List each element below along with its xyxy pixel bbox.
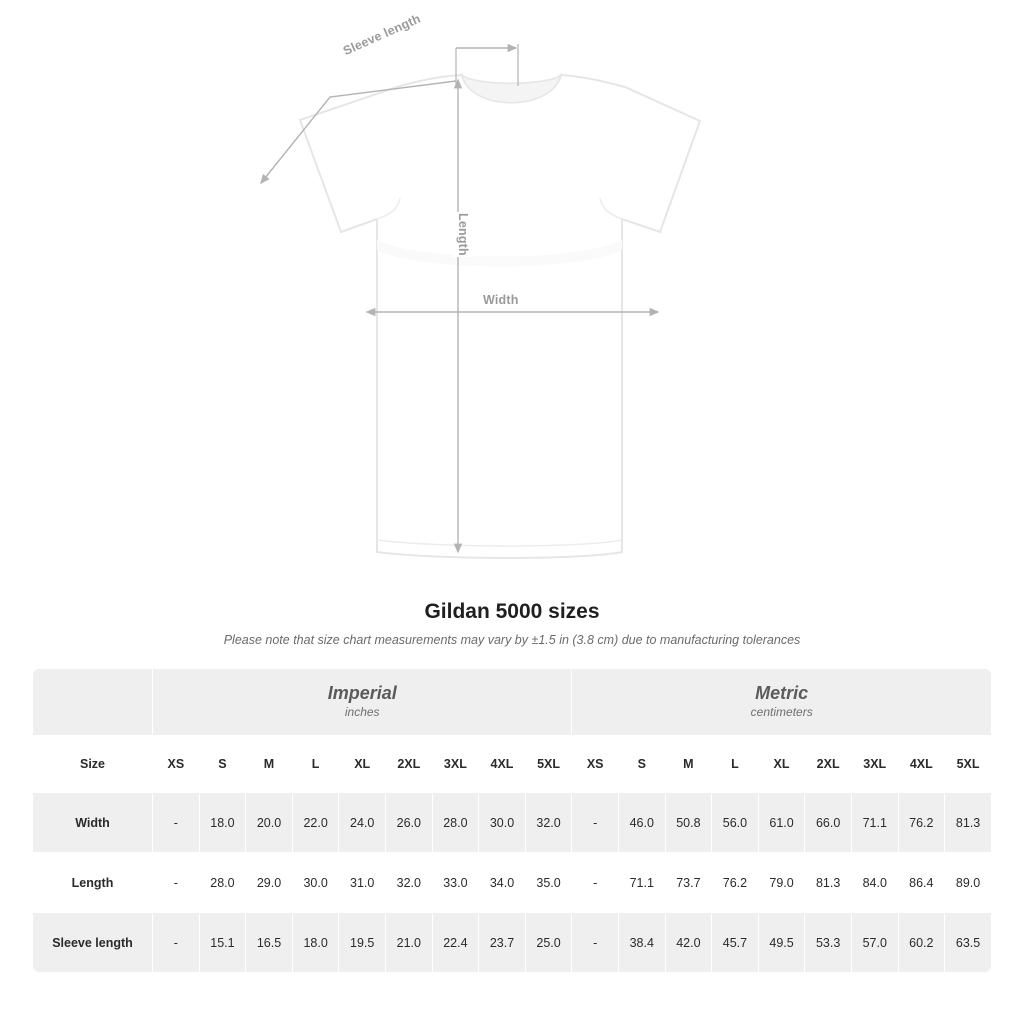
cell-width-imperial-3xl: 28.0 [432, 793, 479, 853]
cell-sleeve-metric-2xl: 53.3 [805, 913, 852, 973]
size-header-imperial-4xl: 4XL [479, 736, 526, 793]
cell-sleeve-metric-3xl: 57.0 [851, 913, 898, 973]
cell-width-imperial-s: 18.0 [199, 793, 246, 853]
cell-length-imperial-3xl: 33.0 [432, 853, 479, 913]
unit-cell-metric [572, 669, 992, 736]
cell-sleeve-metric-m: 42.0 [665, 913, 712, 973]
cell-sleeve-imperial-s: 15.1 [199, 913, 246, 973]
cell-width-metric-xl: 61.0 [758, 793, 805, 853]
cell-width-imperial-4xl: 30.0 [479, 793, 526, 853]
cell-width-imperial-xs: - [153, 793, 200, 853]
size-header-imperial-3xl: 3XL [432, 736, 479, 793]
cell-sleeve-imperial-xl: 19.5 [339, 913, 386, 973]
unit-sub-imperial: inches [344, 704, 380, 719]
cell-width-imperial-2xl: 26.0 [386, 793, 433, 853]
page-title: Gildan 5000 sizes [424, 600, 600, 623]
row-label-length: Length [33, 853, 153, 913]
tolerance-note: Please note that size chart measurements may vary by ±1.5 in (3.8 cm) due to manufacturing tolerances [223, 633, 801, 647]
row-label-width: Width [33, 793, 153, 853]
cell-width-imperial-m: 20.0 [246, 793, 293, 853]
size-header-metric-l: L [712, 736, 759, 793]
row-label-sleeve-length: Sleeve length [33, 913, 153, 973]
size-header-imperial-m: M [246, 736, 293, 793]
cell-length-imperial-s: 28.0 [199, 853, 246, 913]
title-block [0, 600, 1024, 647]
cell-sleeve-imperial-l: 18.0 [292, 913, 339, 973]
unit-sub-metric: centimeters [750, 704, 813, 719]
size-header-metric-4xl: 4XL [898, 736, 945, 793]
table-row-length [33, 853, 992, 913]
size-header-imperial-l: L [292, 736, 339, 793]
cell-length-imperial-l: 30.0 [292, 853, 339, 913]
unit-name-metric: Metric [755, 683, 809, 704]
cell-width-metric-4xl: 76.2 [898, 793, 945, 853]
table-row-width [33, 793, 992, 853]
cell-width-metric-5xl: 81.3 [945, 793, 992, 853]
cell-length-imperial-xs: - [153, 853, 200, 913]
cell-sleeve-metric-4xl: 60.2 [898, 913, 945, 973]
cell-sleeve-metric-xs: - [572, 913, 619, 973]
cell-sleeve-imperial-4xl: 23.7 [479, 913, 526, 973]
shirt-body-shape [300, 75, 700, 558]
cell-length-metric-2xl: 81.3 [805, 853, 852, 913]
size-header-metric-5xl: 5XL [945, 736, 992, 793]
table-row-sleeve-length [33, 913, 992, 973]
size-header-imperial-xl: XL [339, 736, 386, 793]
size-header-metric-m: M [665, 736, 712, 793]
cell-width-metric-m: 50.8 [665, 793, 712, 853]
size-header-imperial-s: S [199, 736, 246, 793]
unit-row-spacer [33, 669, 153, 736]
cell-sleeve-metric-l: 45.7 [712, 913, 759, 973]
cell-length-imperial-5xl: 35.0 [525, 853, 572, 913]
size-table-wrapper [32, 668, 992, 973]
cell-length-imperial-4xl: 34.0 [479, 853, 526, 913]
size-header-row [33, 736, 992, 793]
size-table [32, 668, 992, 973]
size-header-metric-s: S [618, 736, 665, 793]
cell-width-metric-s: 46.0 [618, 793, 665, 853]
size-header-imperial-xs: XS [153, 736, 200, 793]
cell-width-imperial-5xl: 32.0 [525, 793, 572, 853]
cell-length-metric-m: 73.7 [665, 853, 712, 913]
cell-sleeve-imperial-xs: - [153, 913, 200, 973]
cell-length-metric-l: 76.2 [712, 853, 759, 913]
size-header-metric-3xl: 3XL [851, 736, 898, 793]
size-header-label: Size [33, 736, 153, 793]
cell-sleeve-metric-s: 38.4 [618, 913, 665, 973]
cell-length-imperial-m: 29.0 [246, 853, 293, 913]
cell-sleeve-metric-xl: 49.5 [758, 913, 805, 973]
unit-name-imperial: Imperial [327, 683, 397, 704]
sleeve-length-label: Sleeve length [337, 9, 427, 61]
unit-cell-imperial [153, 669, 572, 736]
size-header-metric-2xl: 2XL [805, 736, 852, 793]
size-header-metric-xs: XS [572, 736, 619, 793]
cell-width-metric-3xl: 71.1 [851, 793, 898, 853]
cell-sleeve-metric-5xl: 63.5 [945, 913, 992, 973]
cell-length-metric-4xl: 86.4 [898, 853, 945, 913]
size-header-imperial-2xl: 2XL [386, 736, 433, 793]
cell-length-metric-3xl: 84.0 [851, 853, 898, 913]
cell-width-imperial-l: 22.0 [292, 793, 339, 853]
width-label: Width [479, 292, 523, 308]
cell-width-metric-2xl: 66.0 [805, 793, 852, 853]
cell-length-imperial-xl: 31.0 [339, 853, 386, 913]
cell-sleeve-imperial-2xl: 21.0 [386, 913, 433, 973]
cell-width-metric-l: 56.0 [712, 793, 759, 853]
cell-width-imperial-xl: 24.0 [339, 793, 386, 853]
unit-header-row [33, 669, 992, 736]
cell-width-metric-xs: - [572, 793, 619, 853]
cell-length-metric-xl: 79.0 [758, 853, 805, 913]
cell-sleeve-imperial-3xl: 22.4 [432, 913, 479, 973]
cell-length-metric-xs: - [572, 853, 619, 913]
cell-sleeve-imperial-m: 16.5 [246, 913, 293, 973]
cell-length-metric-s: 71.1 [618, 853, 665, 913]
size-header-imperial-5xl: 5XL [525, 736, 572, 793]
size-header-metric-xl: XL [758, 736, 805, 793]
length-label: Length [452, 212, 474, 257]
cell-length-imperial-2xl: 32.0 [386, 853, 433, 913]
cell-sleeve-imperial-5xl: 25.0 [525, 913, 572, 973]
cell-length-metric-5xl: 89.0 [945, 853, 992, 913]
